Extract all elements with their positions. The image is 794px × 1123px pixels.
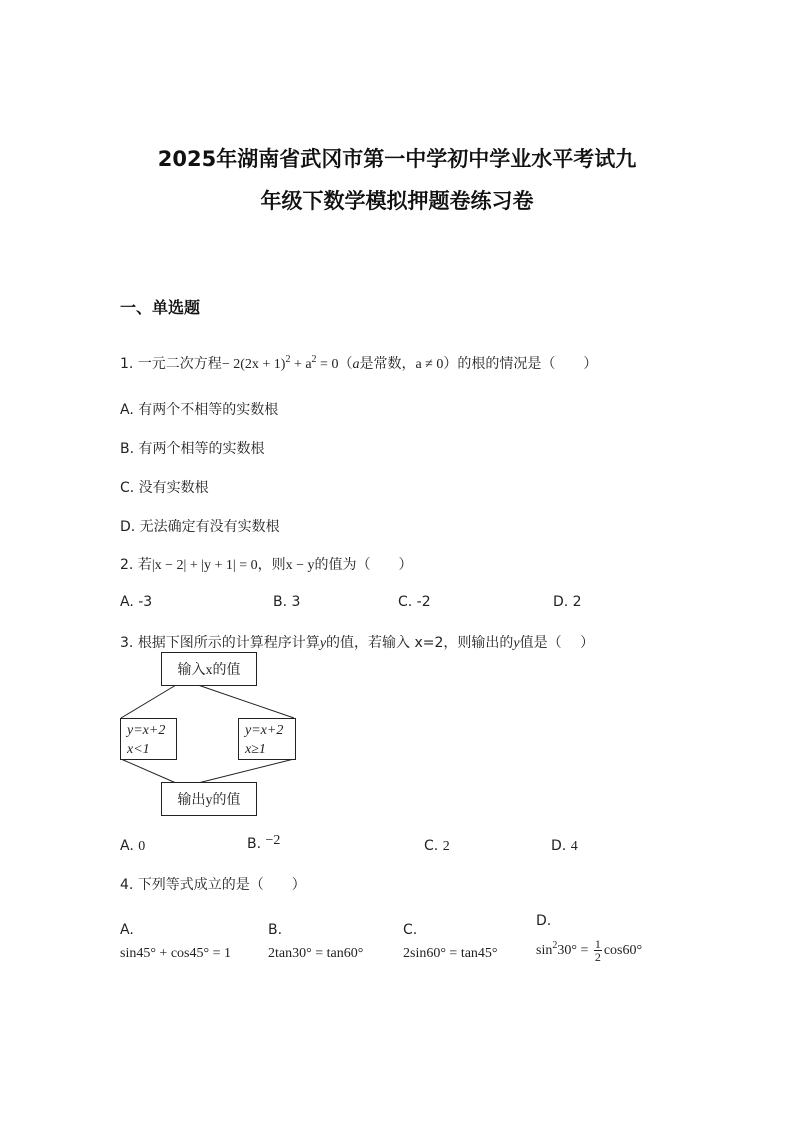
option-a: A. -3 <box>120 594 153 610</box>
option-c: C. 2 <box>424 838 450 854</box>
option-b: B. 有两个相等的实数根 <box>120 441 265 457</box>
option-b-expression: 2tan30° = tan60° <box>268 946 364 961</box>
option-a: A. 有两个不相等的实数根 <box>120 402 279 418</box>
fraction-one-half: $\frac{1}{2}$ <box>594 937 601 965</box>
question-number: 1. <box>120 356 134 372</box>
option-c-label: C. <box>403 922 418 938</box>
equation: − $2(2x + 1)^2 + a^2 = 0$ <box>221 354 339 372</box>
flowchart-right-box: y=x+2 x≥1 <box>238 718 296 760</box>
option-b: B. −2 <box>247 833 281 852</box>
option-c: C. -2 <box>398 594 431 610</box>
option-b: B. 3 <box>273 594 301 610</box>
question-text: 一元二次方程 <box>137 356 222 372</box>
option-a-expression: sin45° + cos45° = 1 <box>120 946 231 961</box>
abs-equation: |x − 2| + |y + 1| = 0 <box>151 558 258 573</box>
option-d-label: D. <box>536 913 552 929</box>
option-c: C. 没有实数根 <box>120 480 209 496</box>
question-number: 4. <box>120 877 134 893</box>
condition: a ≠ 0 <box>415 357 444 372</box>
question-4: 4. 下列等式成立的是（ ） <box>120 877 306 893</box>
page-title-line2: 年级下数学模拟押题卷练习卷 <box>260 189 534 213</box>
option-c-expression: 2sin60° = tan45° <box>403 946 498 961</box>
question-number: 3. <box>120 635 134 651</box>
question-2: 2. 若|x − 2| + |y + 1| = 0，则x − y的值为（ ） <box>120 557 413 573</box>
flowchart-left-box: y=x+2 x<1 <box>120 718 177 760</box>
option-d: D. 4 <box>551 838 578 854</box>
option-d: D. 2 <box>553 594 582 610</box>
option-a-label: A. <box>120 922 134 938</box>
flowchart-output-box: 输出y的值 <box>161 782 257 816</box>
option-b-label: B. <box>268 922 283 938</box>
option-d-expression: $\sin^230^\circ$ = $\frac{1}{2}$ cos60° <box>536 937 643 965</box>
question-number: 2. <box>120 557 134 573</box>
question-1: 1. 一元二次方程− $2(2x + 1)^2 + a^2 = 0(a$是常数，a ≠ 0）的根的情况是（ ） <box>120 354 598 372</box>
expression: x − y <box>285 558 315 573</box>
flowchart-input-box: 输入x的值 <box>161 652 257 686</box>
page-title-line1: 2025年湖南省武冈市第一中学初中学业水平考试九 <box>157 147 637 171</box>
section-heading: 一、单选题 <box>120 298 201 317</box>
question-3: 3. 根据下图所示的计算程序计算y的值，若输入 x=2，则输出的y值是（ ） <box>120 635 595 651</box>
option-a: A. 0 <box>120 838 146 854</box>
option-d: D. 无法确定有没有实数根 <box>120 519 280 535</box>
